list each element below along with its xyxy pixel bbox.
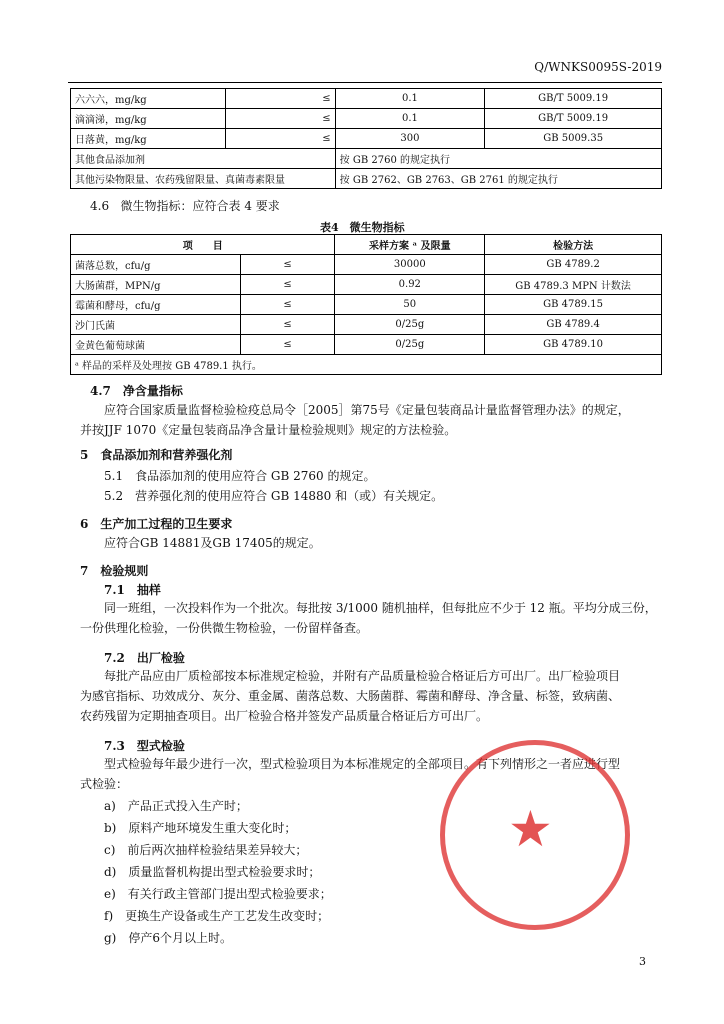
cell-item: 六六六，mg/kg (71, 89, 226, 109)
section-text: 微生物指标：应符合表 4 要求 (120, 199, 280, 213)
table-row (71, 149, 662, 169)
col-header-limit: 采样方案 ᵃ 及限量 (335, 235, 485, 255)
table-row (71, 109, 662, 129)
cell-method: GB 4789.3 MPN 计数法 (485, 275, 662, 295)
cell-item: 其他食品添加剂 (71, 149, 336, 169)
col-header-method: 检验方法 (485, 235, 662, 255)
paragraph: 5.1 食品添加剂的使用应符合 GB 2760 的规定。 (104, 469, 376, 483)
section-6-title: 6 生产加工过程的卫生要求 (80, 517, 233, 531)
table4-caption: 表4 微生物指标 (320, 221, 405, 234)
cell-method: GB/T 5009.19 (485, 89, 662, 109)
cell-sym: ≤ (240, 315, 335, 335)
header-divider (68, 82, 662, 83)
table-row (71, 295, 662, 315)
cell-method: GB 4789.15 (485, 295, 662, 315)
table-row (71, 129, 662, 149)
section-number: 4.6 (90, 199, 110, 213)
paragraph: 式检验： (80, 777, 129, 791)
document-code: Q/WNKS0095S-2019 (534, 60, 662, 74)
list-item: c) 前后两次抽样检验结果差异较大； (104, 843, 308, 857)
cell-item: 霉菌和酵母，cfu/g (71, 295, 241, 315)
cell-method: GB 4789.2 (485, 255, 662, 275)
cell-limit: 0.1 (335, 89, 485, 109)
cell-sym: ≤ (240, 275, 335, 295)
table-header-row (71, 235, 662, 255)
table-row (71, 335, 662, 355)
cell-method: GB 5009.35 (485, 129, 662, 149)
table-note-row (71, 355, 662, 375)
table-top (70, 88, 662, 189)
section-7-1-title: 7.1 抽样 (104, 583, 161, 597)
cell-item: 沙门氏菌 (71, 315, 241, 335)
cell-item: 菌落总数，cfu/g (71, 255, 241, 275)
paragraph: 型式检验每年最少进行一次，型式检验项目为本标准规定的全部项目。有下列情形之一者应进行型 (104, 757, 621, 771)
list-item: f) 更换生产设备或生产工艺发生改变时； (104, 909, 330, 923)
section-7-2-title: 7.2 出厂检验 (104, 651, 185, 665)
cell-method: GB 4789.10 (485, 335, 662, 355)
cell-method: GB 4789.4 (485, 315, 662, 335)
page-number: 3 (639, 955, 646, 968)
cell-limit: 300 (335, 129, 485, 149)
cell-limit: 0.1 (335, 109, 485, 129)
list-item: b) 原料产地环境发生重大变化时； (104, 821, 297, 835)
paragraph: 5.2 营养强化剂的使用应符合 GB 14880 和（或）有关规定。 (104, 489, 444, 503)
cell-sym: ≤ (240, 255, 335, 275)
cell-sym: ≤ (240, 295, 335, 315)
cell-sym: ≤ (225, 89, 335, 109)
cell-merged: 按 GB 2760 的规定执行 (335, 149, 661, 169)
section-7-3-title: 7.3 型式检验 (104, 739, 185, 753)
cell-item: 其他污染物限量、农药残留限量、真菌毒素限量 (71, 169, 336, 189)
cell-item: 滴滴涕，mg/kg (71, 109, 226, 129)
seal-star-icon: ★ (508, 800, 553, 858)
cell-merged: 按 GB 2762、GB 2763、GB 2761 的规定执行 (335, 169, 661, 189)
list-item: a) 产品正式投入生产时； (104, 799, 248, 813)
list-item: d) 质量监督机构提出型式检验要求时； (104, 865, 321, 879)
paragraph: 农药残留为定期抽查项目。出厂检验合格并签发产品质量合格证后方可出厂。 (80, 709, 489, 723)
table-row (71, 169, 662, 189)
list-item: g) 停产6个月以上时。 (104, 931, 232, 945)
cell-item: 大肠菌群，MPN/g (71, 275, 241, 295)
cell-limit: 30000 (335, 255, 485, 275)
cell-item: 金黄色葡萄球菌 (71, 335, 241, 355)
table-row (71, 275, 662, 295)
paragraph: 同一班组，一次投料作为一个批次。每批按 3/1000 随机抽样，但每批应不少于 12 瓶。平均分成三份， (104, 601, 657, 615)
paragraph: 并按JJF 1070《定量包装商品净含量计量检验规则》规定的方法检验。 (80, 423, 457, 437)
paragraph: 为感官指标、功效成分、灰分、重金属、菌落总数、大肠菌群、霉菌和酵母、净含量、标签，致病菌、 (80, 689, 621, 703)
paragraph: 每批产品应由厂质检部按本标准规定检验，并附有产品质量检验合格证后方可出厂。出厂检验项目 (104, 669, 621, 683)
cell-sym: ≤ (240, 335, 335, 355)
cell-limit: 0.92 (335, 275, 485, 295)
table-4 (70, 234, 662, 375)
cell-limit: 50 (335, 295, 485, 315)
cell-method: GB/T 5009.19 (485, 109, 662, 129)
cell-sym: ≤ (225, 129, 335, 149)
section-7-title: 7 检验规则 (80, 564, 149, 578)
col-header-item: 项 目 (71, 235, 335, 255)
table-row (71, 89, 662, 109)
list-item: e) 有关行政主管部门提出型式检验要求； (104, 887, 332, 901)
section-4-7-title: 4.7 净含量指标 (90, 384, 183, 398)
cell-limit: 0/25g (335, 335, 485, 355)
paragraph: 一份供理化检验，一份供微生物检验，一份留样备查。 (80, 621, 369, 635)
table-note: ᵃ 样品的采样及处理按 GB 4789.1 执行。 (71, 355, 662, 375)
cell-sym: ≤ (225, 109, 335, 129)
section-4-6 (90, 196, 280, 217)
section-5-title: 5 食品添加剂和营养强化剂 (80, 448, 233, 462)
table-row (71, 255, 662, 275)
paragraph: 应符合GB 14881及GB 17405的规定。 (104, 536, 321, 550)
cell-item: 日落黄，mg/kg (71, 129, 226, 149)
table-row (71, 315, 662, 335)
paragraph: 应符合国家质量监督检验检疫总局令［2005］第75号《定量包装商品计量监督管理办法》的规定， (104, 403, 630, 417)
cell-limit: 0/25g (335, 315, 485, 335)
